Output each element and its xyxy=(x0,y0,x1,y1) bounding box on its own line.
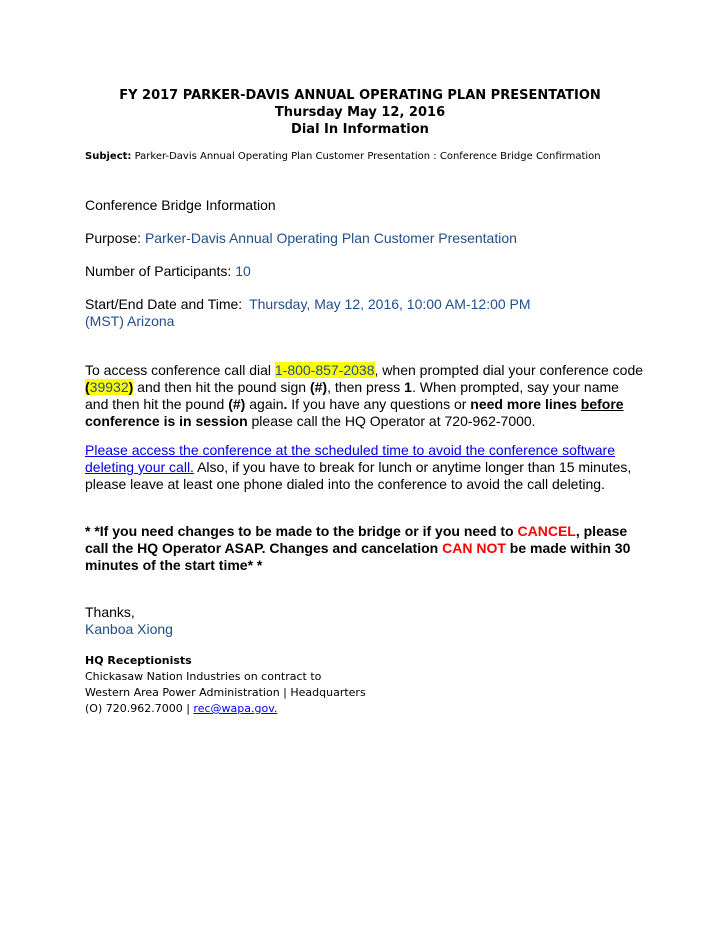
title-line-2: Thursday May 12, 2016 xyxy=(274,105,446,120)
cannot-word: CAN NOT xyxy=(442,540,506,556)
email-link[interactable]: rec@wapa.gov. xyxy=(193,702,278,715)
datetime-label: Start/End Date and Time: xyxy=(85,296,243,312)
access-dot: . xyxy=(283,396,288,412)
pound-sign-2: (#) xyxy=(228,396,246,412)
code-paren-open: ( xyxy=(85,379,90,395)
access-text-6: again xyxy=(245,396,284,412)
subject-label: Subject: xyxy=(85,151,132,162)
access-text-2: , when prompted dial your conference code xyxy=(374,362,644,378)
purpose-label: Purpose: xyxy=(85,230,142,246)
warning-paragraph xyxy=(85,523,645,574)
access-text-4: , then press xyxy=(327,379,405,395)
access-text-7: If you have any questions or xyxy=(287,396,471,412)
datetime-value: Thursday, May 12, 2016, 10:00 AM-12:00 PM xyxy=(249,296,531,312)
signature-title: HQ Receptionists xyxy=(85,654,192,667)
datetime-line xyxy=(85,296,531,312)
subject-line xyxy=(85,151,601,162)
code-paren-close: ) xyxy=(128,379,134,395)
participants-line xyxy=(85,263,251,279)
notice-paragraph xyxy=(85,442,645,493)
pound-sign-1: (#) xyxy=(309,379,328,395)
need-more-lines: need more lines xyxy=(470,396,577,412)
bridge-heading: Conference Bridge Information xyxy=(85,197,276,213)
signature-line-2: Western Area Power Administration | Headquarters xyxy=(85,686,366,699)
in-session-text: conference is in session xyxy=(85,413,248,429)
access-text-1: To access conference call dial xyxy=(85,362,275,378)
subject-text: Parker-Davis Annual Operating Plan Customer Presentation : Conference Bridge Confirmation xyxy=(134,151,601,162)
participants-value: 10 xyxy=(235,263,251,279)
access-text-8: please call the HQ Operator at 720-962-7000. xyxy=(247,413,536,429)
access-text-3: and then hit the pound sign xyxy=(133,379,310,395)
signature-contact xyxy=(85,702,277,715)
conference-code: 39932 xyxy=(89,379,129,395)
before-word: before xyxy=(580,396,624,412)
purpose-line xyxy=(85,230,517,246)
thanks-line: Thanks, xyxy=(85,604,135,620)
purpose-value: Parker-Davis Annual Operating Plan Customer Presentation xyxy=(144,230,517,246)
notice-text: Also, if you have to break for lunch or anytime longer than 15 minutes, please leave at least one phone dialed into the conference to avoid the call deleting. xyxy=(85,459,632,492)
signature-line-1: Chickasaw Nation Industries on contract to xyxy=(85,670,322,683)
warning-text-2: , please call the HQ Operator ASAP. Changes and cancelation xyxy=(85,523,628,556)
press-key: 1 xyxy=(404,379,412,395)
participants-label: Number of Participants: xyxy=(85,263,232,279)
signature-phone: (O) 720.962.7000 | xyxy=(85,702,194,715)
warning-text-3: be made within 30 minutes of the start time* * xyxy=(85,540,631,573)
title-line-1: FY 2017 PARKER-DAVIS ANNUAL OPERATING PLAN PRESENTATION xyxy=(119,88,601,103)
schedule-link[interactable]: Please access the conference at the scheduled time to avoid the conference software deleting your call. xyxy=(85,442,615,475)
timezone-line: (MST) Arizona xyxy=(85,313,175,329)
cancel-word: CANCEL xyxy=(517,523,576,539)
access-paragraph xyxy=(85,362,645,430)
phone-number: 1-800-857-2038 xyxy=(274,362,375,378)
sender-name: Kanboa Xiong xyxy=(85,621,173,637)
title-line-3: Dial In Information xyxy=(291,122,429,137)
warning-text-1: * *If you need changes to be made to the bridge or if you need to xyxy=(85,523,518,539)
access-text-5: . When prompted, say your name and then hit the pound xyxy=(85,379,619,412)
